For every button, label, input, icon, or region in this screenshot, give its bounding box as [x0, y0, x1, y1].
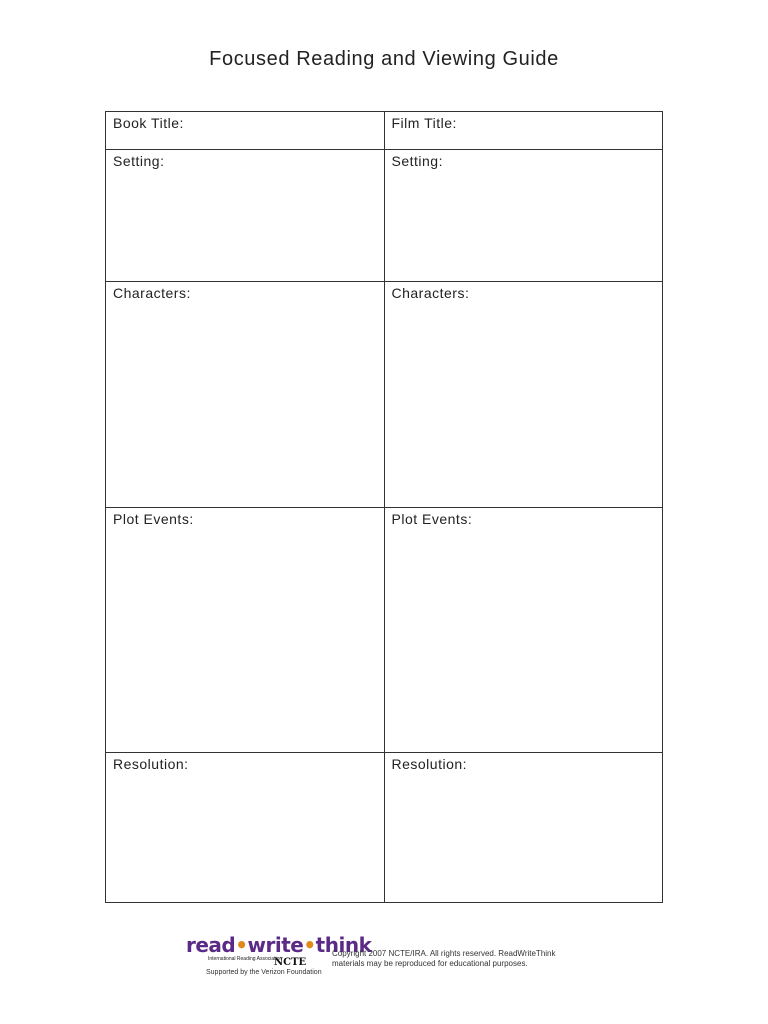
film-title-label: Film Title:	[391, 115, 457, 131]
book-characters-cell[interactable]	[106, 282, 385, 508]
book-resolution-cell[interactable]	[106, 753, 385, 903]
copyright-line-2: materials may be reproduced for educational purposes.	[332, 959, 528, 968]
book-plot-events-cell[interactable]	[106, 508, 385, 753]
film-resolution-label: Resolution:	[391, 756, 468, 772]
film-plot-events-label: Plot Events:	[391, 511, 473, 527]
film-characters-cell[interactable]	[384, 282, 663, 508]
logo-part-write: write	[247, 933, 304, 957]
film-plot-events-cell[interactable]	[384, 508, 663, 753]
ira-logo: International Reading Association	[208, 956, 283, 962]
footer	[186, 933, 606, 979]
book-characters-label: Characters:	[113, 285, 191, 301]
film-resolution-cell[interactable]	[384, 753, 663, 903]
plot-events-row	[106, 508, 663, 753]
film-title-cell[interactable]	[384, 112, 663, 150]
setting-row	[106, 150, 663, 282]
copyright-notice	[332, 949, 556, 969]
resolution-row	[106, 753, 663, 903]
film-setting-label: Setting:	[391, 153, 443, 169]
ncte-logo: NCTE	[274, 957, 307, 968]
book-title-label: Book Title:	[113, 115, 184, 131]
film-setting-cell[interactable]	[384, 150, 663, 282]
title-row	[106, 112, 663, 150]
book-setting-cell[interactable]	[106, 150, 385, 282]
readwritethink-logo	[186, 933, 372, 979]
film-characters-label: Characters:	[391, 285, 470, 301]
supported-by-text: Supported by the Verizon Foundation	[206, 969, 322, 976]
characters-row	[106, 282, 663, 508]
logo-dot-1: •	[235, 933, 248, 957]
guide-table	[105, 111, 663, 903]
logo-dot-2: •	[303, 933, 316, 957]
book-plot-events-label: Plot Events:	[113, 511, 194, 527]
logo-part-read: read	[186, 933, 236, 957]
book-setting-label: Setting:	[113, 153, 165, 169]
book-title-cell[interactable]	[106, 112, 385, 150]
copyright-line-1: Copyright 2007 NCTE/IRA. All rights reserved. ReadWriteThink	[332, 949, 556, 958]
page-title: Focused Reading and Viewing Guide	[209, 48, 559, 70]
book-resolution-label: Resolution:	[113, 756, 189, 772]
logo-part-think: think	[315, 933, 372, 957]
